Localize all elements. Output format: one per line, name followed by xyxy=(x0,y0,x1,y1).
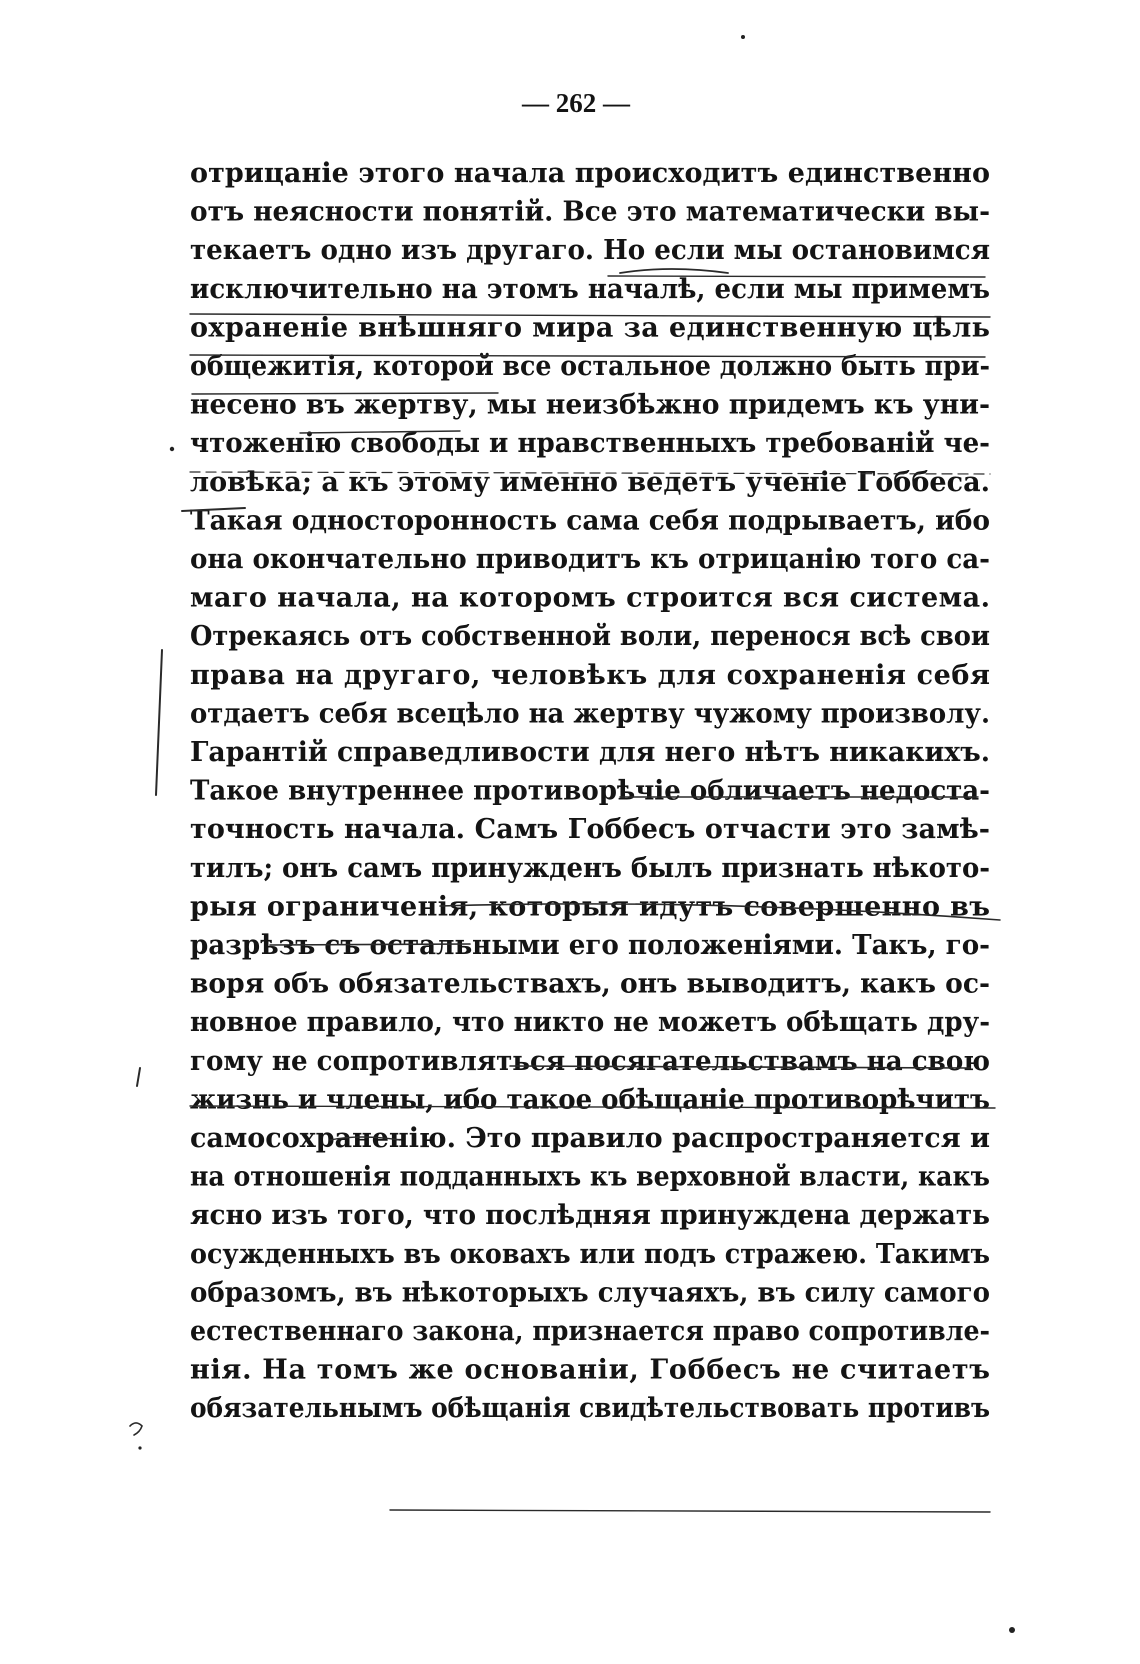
text-line: Гарантій справедливости для него нѣтъ никакихъ. xyxy=(190,737,990,768)
text-line: ясно изъ того, что послѣдняя принуждена держать xyxy=(190,1200,990,1232)
text-line: чтоженію свободы и нравственныхъ требованій че- xyxy=(190,428,990,460)
text-line: общежитія, которой все остальное должно быть при- xyxy=(190,351,990,382)
body-text xyxy=(190,158,990,1424)
text-line: права на другаго, человѣкъ для сохраненія себя xyxy=(190,659,990,691)
text-line: осужденныхъ въ оковахъ или подъ стражею. Такимъ xyxy=(190,1238,990,1270)
text-line: отъ неясности понятій. Все это математически вы- xyxy=(190,196,990,228)
page-number: — 262 — xyxy=(522,88,630,118)
text-line: на отношенія подданныхъ къ верховной власти, какъ xyxy=(190,1161,990,1193)
underline-mark xyxy=(390,1510,990,1512)
text-line: жизнь и члены, ибо такое обѣщаніе противорѣчитъ xyxy=(190,1084,990,1116)
text-line: Такая односторонность сама себя подрываетъ, ибо xyxy=(190,505,990,537)
text-line: исключительно на этомъ началѣ, если мы примемъ xyxy=(190,273,990,305)
text-line: рыя ограниченія, которыя идутъ совершенно въ xyxy=(190,891,990,923)
text-line: естественнаго закона, признается право сопротивле- xyxy=(190,1316,990,1347)
text-line: отдаетъ себя всецѣло на жертву чужому произволу. xyxy=(190,698,990,730)
text-line: ловѣка; а къ этому именно ведетъ ученіе Гоббеса. xyxy=(190,466,990,498)
text-line: разрѣзъ съ остальными его положеніями. Такъ, го- xyxy=(190,930,990,961)
text-line: несено въ жертву, мы неизбѣжно придемъ къ уни- xyxy=(190,389,990,421)
text-line: нія. На томъ же основаніи, Гоббесъ не считаетъ xyxy=(190,1354,990,1386)
underline-mark xyxy=(620,269,728,273)
margin-tick-mark xyxy=(137,1068,140,1086)
text-line: новное правило, что никто не можетъ обѣщать дру- xyxy=(190,1007,990,1039)
text-line: текаетъ одно изъ другаго. Но если мы остановимся xyxy=(190,235,991,267)
margin-question-mark xyxy=(130,1423,142,1435)
text-line: точность начала. Самъ Гоббесъ отчасти это замѣ- xyxy=(190,814,990,846)
text-line: тилъ; онъ самъ принужденъ былъ признать нѣкото- xyxy=(190,852,990,884)
text-line: отрицаніе этого начала происходитъ единственно xyxy=(190,158,990,189)
text-line: гому не сопротивляться посягательствамъ на свою xyxy=(190,1045,990,1077)
text-line: Отрекаясь отъ собственной воли, перенося всѣ свои xyxy=(190,621,990,653)
underline-mark xyxy=(608,276,985,277)
underline-mark xyxy=(270,944,470,945)
text-line: воря объ обязательствахъ, онъ выводитъ, какъ ос- xyxy=(190,968,990,1000)
text-line: маго начала, на которомъ строится вся система. xyxy=(190,582,990,614)
text-line: образомъ, въ нѣкоторыхъ случаяхъ, въ силу самого xyxy=(190,1277,990,1309)
text-line: Такое внутреннее противорѣчіе обличаетъ недоста- xyxy=(190,775,990,807)
text-line: она окончательно приводитъ къ отрицанію того са- xyxy=(190,544,990,575)
text-line: самосохраненію. Это правило распространяется и xyxy=(190,1123,990,1154)
margin-line-mark xyxy=(156,650,162,795)
text-line: обязательнымъ обѣщанія свидѣтельствовать противъ xyxy=(190,1393,990,1425)
text-line: охраненіе внѣшняго мира за единственную цѣль xyxy=(190,312,990,344)
